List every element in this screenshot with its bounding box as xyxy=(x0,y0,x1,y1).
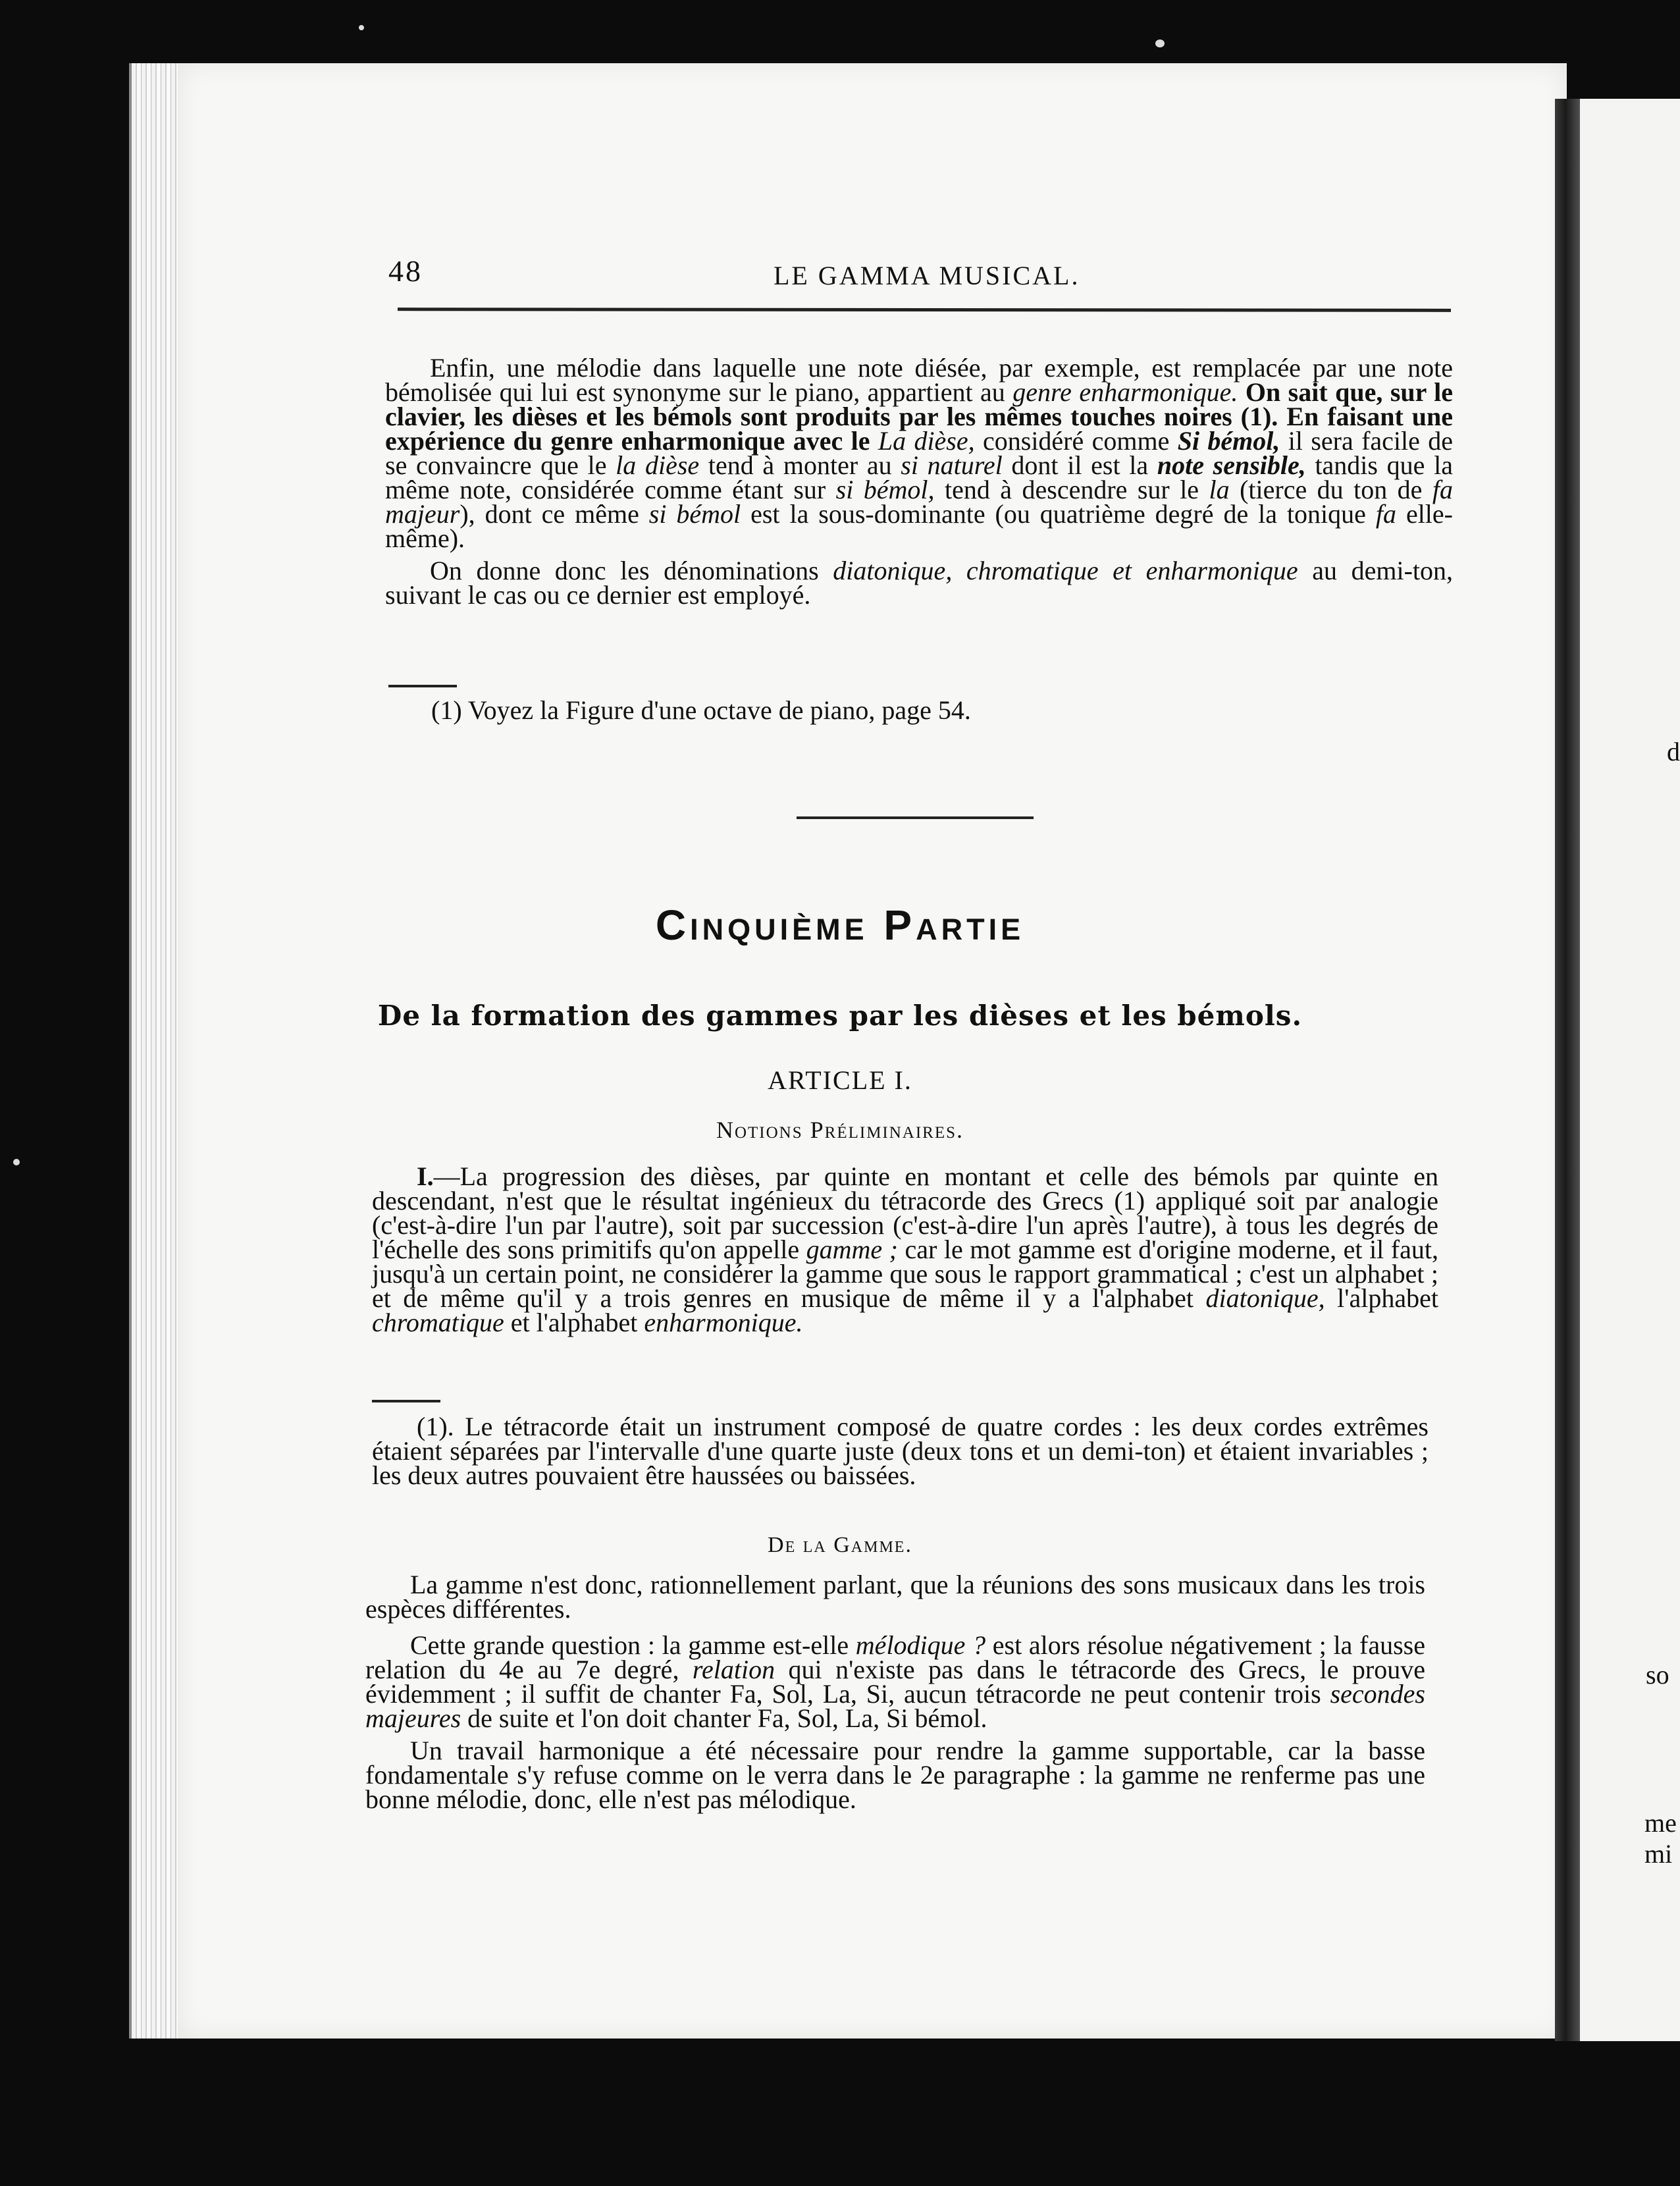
gamme-heading: De la Gamme. xyxy=(768,1533,912,1557)
paragraph-enharmonic: Enfin, une mélodie dans laquelle une note diésée, par exemple, est remplacée par une note bémolisée qui lui est synonyme sur le piano, appartient au genre enharmonique. On sait que, sur le clavier, les dièses et les bémols sont produits par les mêmes touches noires (1). En faisant une expérience du genre enharmonique avec le La dièse, considéré comme Si bémol, il sera facile de se convaincre que le la dièse tend à monter au si naturel dont il est la note sensible, tandis que la même note, considérée comme étant sur si bémol, tend à descendre sur le la (tierce du ton de fa majeur), dont ce même si bémol est la sous-dominante (ou quatrième degré de la tonique fa elle-même). xyxy=(385,353,1454,553)
gamme-text xyxy=(365,1570,1426,1814)
dust-speck xyxy=(1155,40,1165,47)
footnote-rule xyxy=(372,1400,440,1402)
section-number: I. xyxy=(417,1161,434,1191)
section-divider xyxy=(797,816,1034,819)
part-title: Cinquième Partie xyxy=(655,901,1025,949)
paragraph-tetracorde: I.—La progression des dièses, par quinte en montant et celle des bémols par quinte en descendant, n'est que le résultat ingénieux du tétracorde des Grecs (1) appliqué soit par analogie (c'est-à-dire l'un par l'autre), soit par succession (c'est-à-dire l'un après l'autre), à tous les degrés de l'échelle des sons primitifs qu'on appelle gamme ; car le mot gamme est d'origine moderne, et il faut, jusqu'à un certain point, ne considérer la gamme que sous le rapport grammatical ; c'est un alphabet ; et de même qu'il y a trois genres en musique de même il y a l'alphabet diatonique, l'alphabet chromatique et l'alphabet enharmonique. xyxy=(372,1161,1438,1337)
dust-speck xyxy=(13,1159,20,1165)
footnote-tetracorde: (1). Le tétracorde était un instrument composé de quatre cordes : les deux cordes extrêmes étaient séparées par l'intervalle d'une quarte juste (deux tons et un demi-ton) et étaient invariables ; les deux autres pouvaient être haussées ou baissées. xyxy=(372,1412,1429,1490)
dust-speck xyxy=(359,25,364,30)
next-page-fragment: d xyxy=(1667,737,1680,766)
paragraph-question: Cette grande question : la gamme est-elle mélodique ? est alors résolue négativement ; la fausse relation du 4e au 7e degré, relation qui n'existe pas dans le tétracorde des Grecs, le prouve évidemment ; il suffit de chanter Fa, Sol, La, Si, aucun tétracorde ne peut contenir trois secondes majeures de suite et l'on doit chanter Fa, Sol, La, Si bémol. xyxy=(365,1630,1426,1733)
section-1-text xyxy=(372,1161,1438,1337)
intro-text xyxy=(385,353,1454,610)
next-page-fragment: me xyxy=(1644,1808,1677,1838)
paragraph-harmonic-work: Un travail harmonique a été nécessaire pour rendre la gamme supportable, car la basse fondamentale s'y refuse comme on le verra dans le 2e paragraphe : la gamme ne renferme pas une bonne mélodie, donc, elle n'est pas mélodique. xyxy=(365,1736,1425,1814)
paragraph-gamme-definition: La gamme n'est donc, rationnellement parlant, que la réunions des sons musicaux dans les trois espèces différentes. xyxy=(365,1570,1425,1624)
page-number: 48 xyxy=(388,254,423,288)
running-head xyxy=(388,253,1455,293)
running-title: LE GAMMA MUSICAL. xyxy=(774,261,1080,290)
footnote-piano: (1) Voyez la Figure d'une octave de piano, page 54. xyxy=(431,695,971,725)
part-subtitle: De la formation des gammes par les dièses et les bémols. xyxy=(377,1000,1303,1032)
section-heading: Notions Préliminaires. xyxy=(716,1117,964,1143)
next-page-fragment: so xyxy=(1646,1660,1669,1690)
paragraph-denominations: On donne donc les dénominations diatonique, chromatique et enharmonique au demi-ton, suivant le cas ou ce dernier est employé. xyxy=(385,556,1453,610)
article-heading: ARTICLE I. xyxy=(768,1065,912,1095)
footnote-rule xyxy=(388,685,457,687)
page-edge-stack xyxy=(129,63,184,2039)
next-page-fragment: mi xyxy=(1644,1839,1673,1869)
